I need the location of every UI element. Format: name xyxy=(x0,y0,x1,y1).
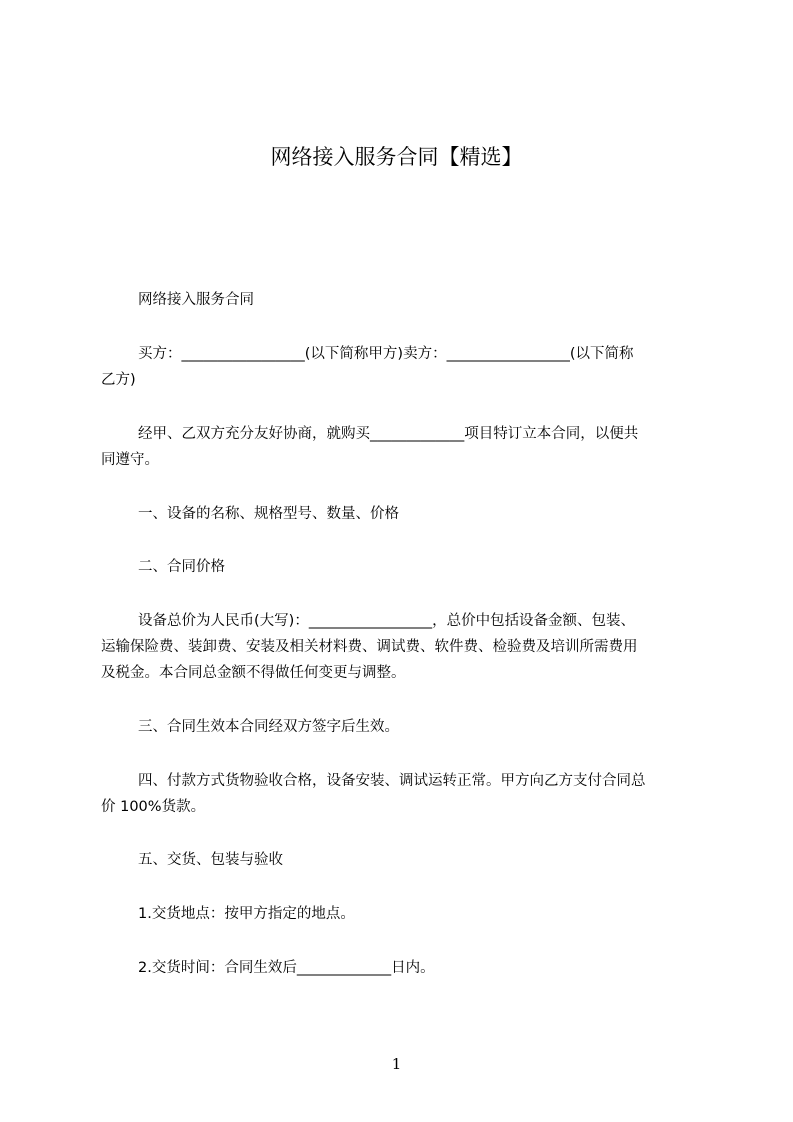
price-line-3: 及税金。本合同总金额不得做任何变更与调整。 xyxy=(101,665,406,681)
payment-line-1: 四、付款方式货物验收合格，设备安装、调试运转正常。甲方向乙方支付合同总 xyxy=(138,773,646,789)
section-5-heading: 五、交货、包装与验收 xyxy=(138,852,283,868)
parties-line-1: 买方：_________________(以下简称甲方)卖方：_________________(以下简称 xyxy=(138,346,634,362)
delivery-location: 1.交货地点：按甲方指定的地点。 xyxy=(138,906,355,922)
payment-line-2: 价 100%货款。 xyxy=(101,799,206,815)
section-2-heading: 二、合同价格 xyxy=(138,559,225,575)
agreement-line-2: 同遵守。 xyxy=(101,452,159,468)
page-number: 1 xyxy=(391,1055,402,1073)
agreement-line-1: 经甲、乙双方充分友好协商，就购买_____________项目特订立本合同，以便共 xyxy=(138,426,639,442)
delivery-time: 2.交货时间：合同生效后_____________日内。 xyxy=(138,960,435,976)
document-title: 网络接入服务合同【精选】 xyxy=(270,145,523,169)
price-line-1: 设备总价为人民币(大写)：_________________，总价中包括设备金额、包装、 xyxy=(138,613,636,629)
section-1-heading: 一、设备的名称、规格型号、数量、价格 xyxy=(138,506,399,522)
contract-name-paragraph: 网络接入服务合同 xyxy=(138,292,254,308)
parties-line-2: 乙方) xyxy=(101,372,136,388)
section-3-paragraph: 三、合同生效本合同经双方签字后生效。 xyxy=(138,719,399,735)
price-line-2: 运输保险费、装卸费、安装及相关材料费、调试费、软件费、检验费及培训所需费用 xyxy=(101,639,638,655)
